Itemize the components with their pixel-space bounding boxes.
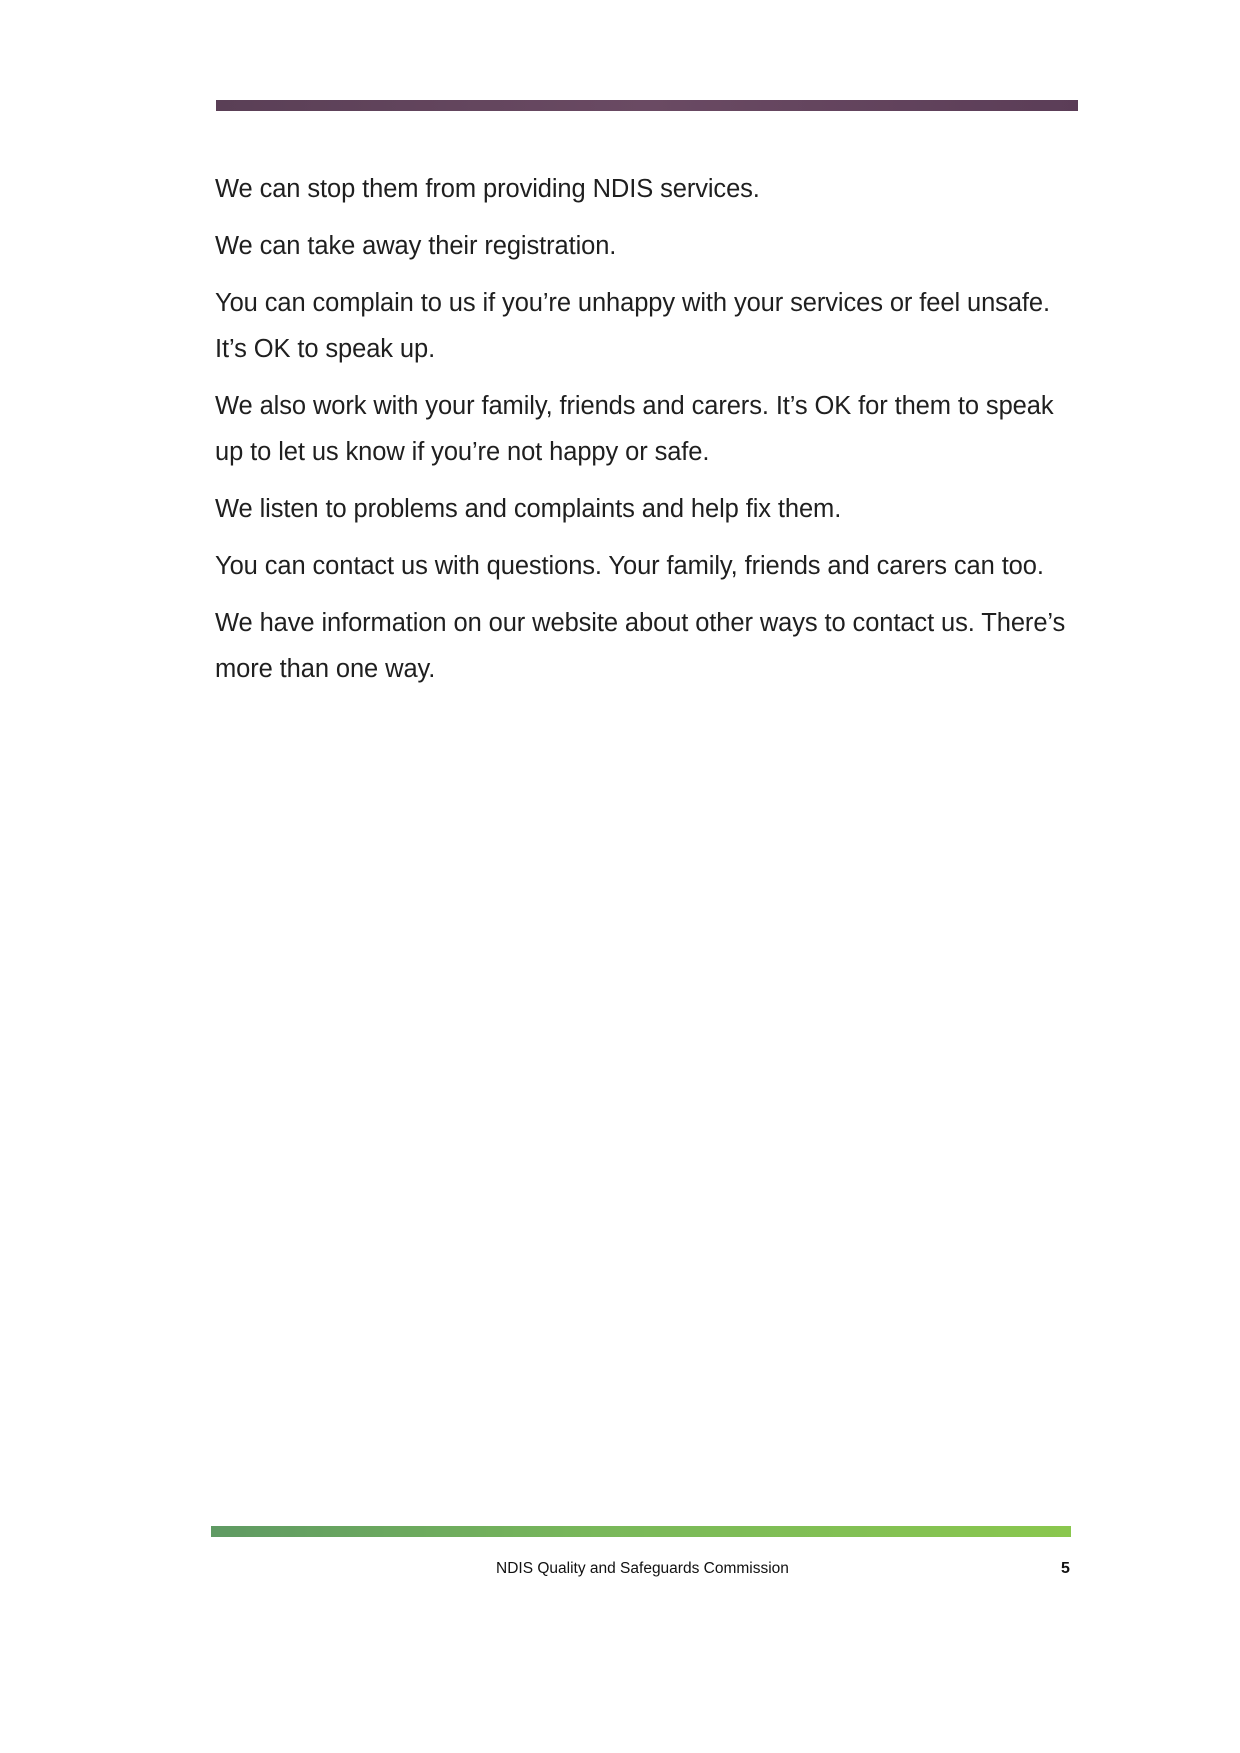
paragraph-listen-to-problems: We listen to problems and complaints and help fix them.	[215, 495, 842, 523]
paragraph-complain: You can complain to us if you’re unhappy with your services or feel unsafe. It’s OK to speak up.	[215, 289, 1050, 363]
paragraph-family-friends-carers: We also work with your family, friends and carers. It’s OK for them to speak up to let us know if you’re not happy or safe.	[215, 392, 1054, 466]
paragraph-website-info: We have information on our website about other ways to contact us. There’s more than one way.	[215, 609, 1066, 683]
header-divider	[216, 100, 1078, 111]
page-number: 5	[1061, 1560, 1070, 1577]
footer-organisation: NDIS Quality and Safeguards Commission	[496, 1560, 789, 1577]
paragraph-contact-us: You can contact us with questions. Your family, friends and carers can too.	[215, 552, 1044, 580]
paragraph-stop-services: We can stop them from providing NDIS services.	[215, 175, 760, 203]
page-body	[215, 166, 1075, 703]
footer-divider	[211, 1526, 1071, 1537]
paragraph-remove-registration: We can take away their registration.	[215, 232, 617, 260]
